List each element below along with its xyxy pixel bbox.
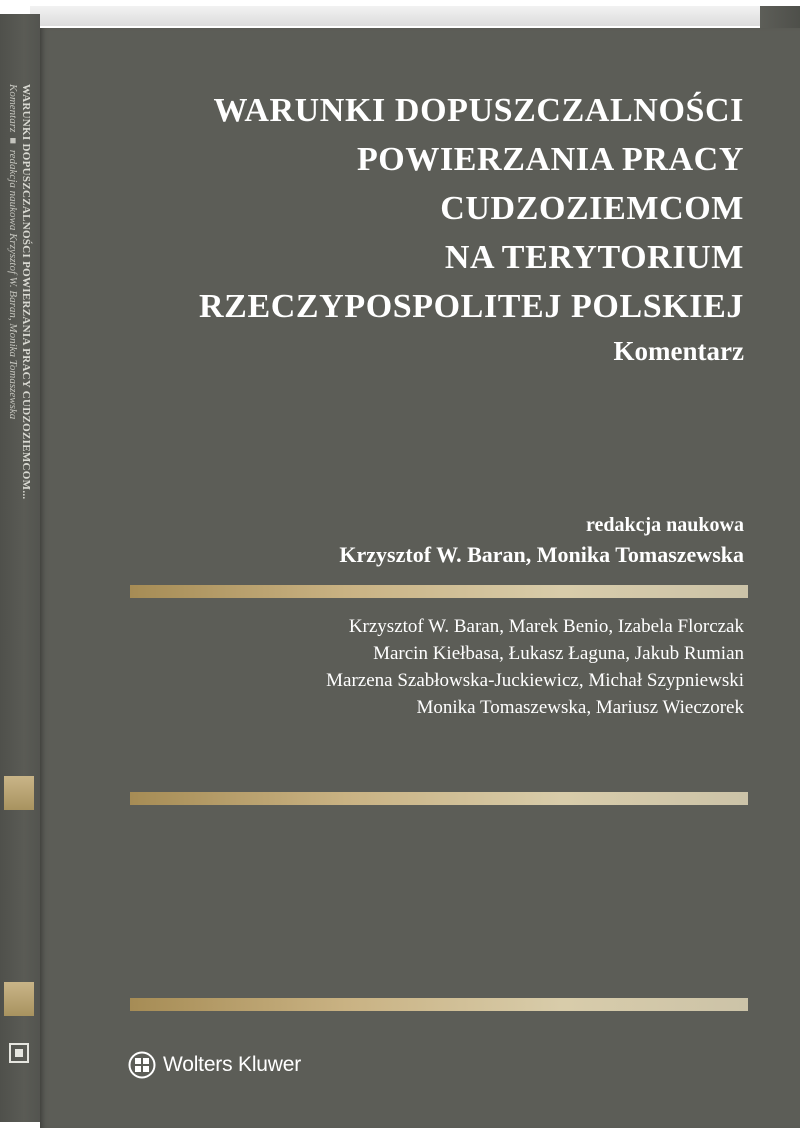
author-line: Monika Tomaszewska, Mariusz Wieczorek (416, 697, 744, 718)
wolters-kluwer-logo-icon (128, 1051, 156, 1079)
title-line: NA TERYTORIUM (444, 239, 744, 276)
author-line: Krzysztof W. Baran, Marek Benio, Izabela Florczak (348, 616, 744, 637)
gold-divider-bar (130, 585, 748, 598)
spine-authors: Komentarz ■ redakcja naukowa Krzysztof W. Baran, Monika Tomaszewska (7, 84, 19, 420)
spine-text-block (6, 84, 36, 824)
page-edge-top (30, 6, 800, 26)
editor-label: redakcja naukowa (586, 514, 744, 536)
book-title (84, 86, 744, 331)
gold-divider-bar (130, 792, 748, 805)
publisher-name: Wolters Kluwer (163, 1053, 302, 1076)
spine-gold-band (4, 776, 34, 810)
spine-publisher-logo-icon (8, 1042, 30, 1064)
publisher-brand (128, 1050, 301, 1080)
editor-block (339, 510, 744, 570)
gold-divider-bar (130, 998, 748, 1011)
book-spine (0, 14, 40, 1122)
front-cover (40, 28, 800, 1128)
authors-list (326, 613, 744, 721)
title-line: RZECZYPOSPOLITEJ POLSKIEJ (199, 288, 744, 325)
title-line: CUDZOZIEMCOM (440, 190, 744, 227)
title-line: WARUNKI DOPUSZCZALNOŚCI (213, 92, 744, 129)
author-line: Marzena Szabłowska-Juckiewicz, Michał Szypniewski (326, 670, 744, 691)
book-subtitle: Komentarz (613, 336, 744, 366)
spine-title: WARUNKI DOPUSZCZALNOŚCI POWIERZANIA PRACY CUDZOZIEMCOM... (20, 84, 32, 500)
spine-gold-band (4, 982, 34, 1016)
author-line: Marcin Kiełbasa, Łukasz Łaguna, Jakub Rumian (373, 643, 744, 664)
title-line: POWIERZANIA PRACY (356, 141, 744, 178)
editor-names: Krzysztof W. Baran, Monika Tomaszewska (339, 542, 744, 567)
